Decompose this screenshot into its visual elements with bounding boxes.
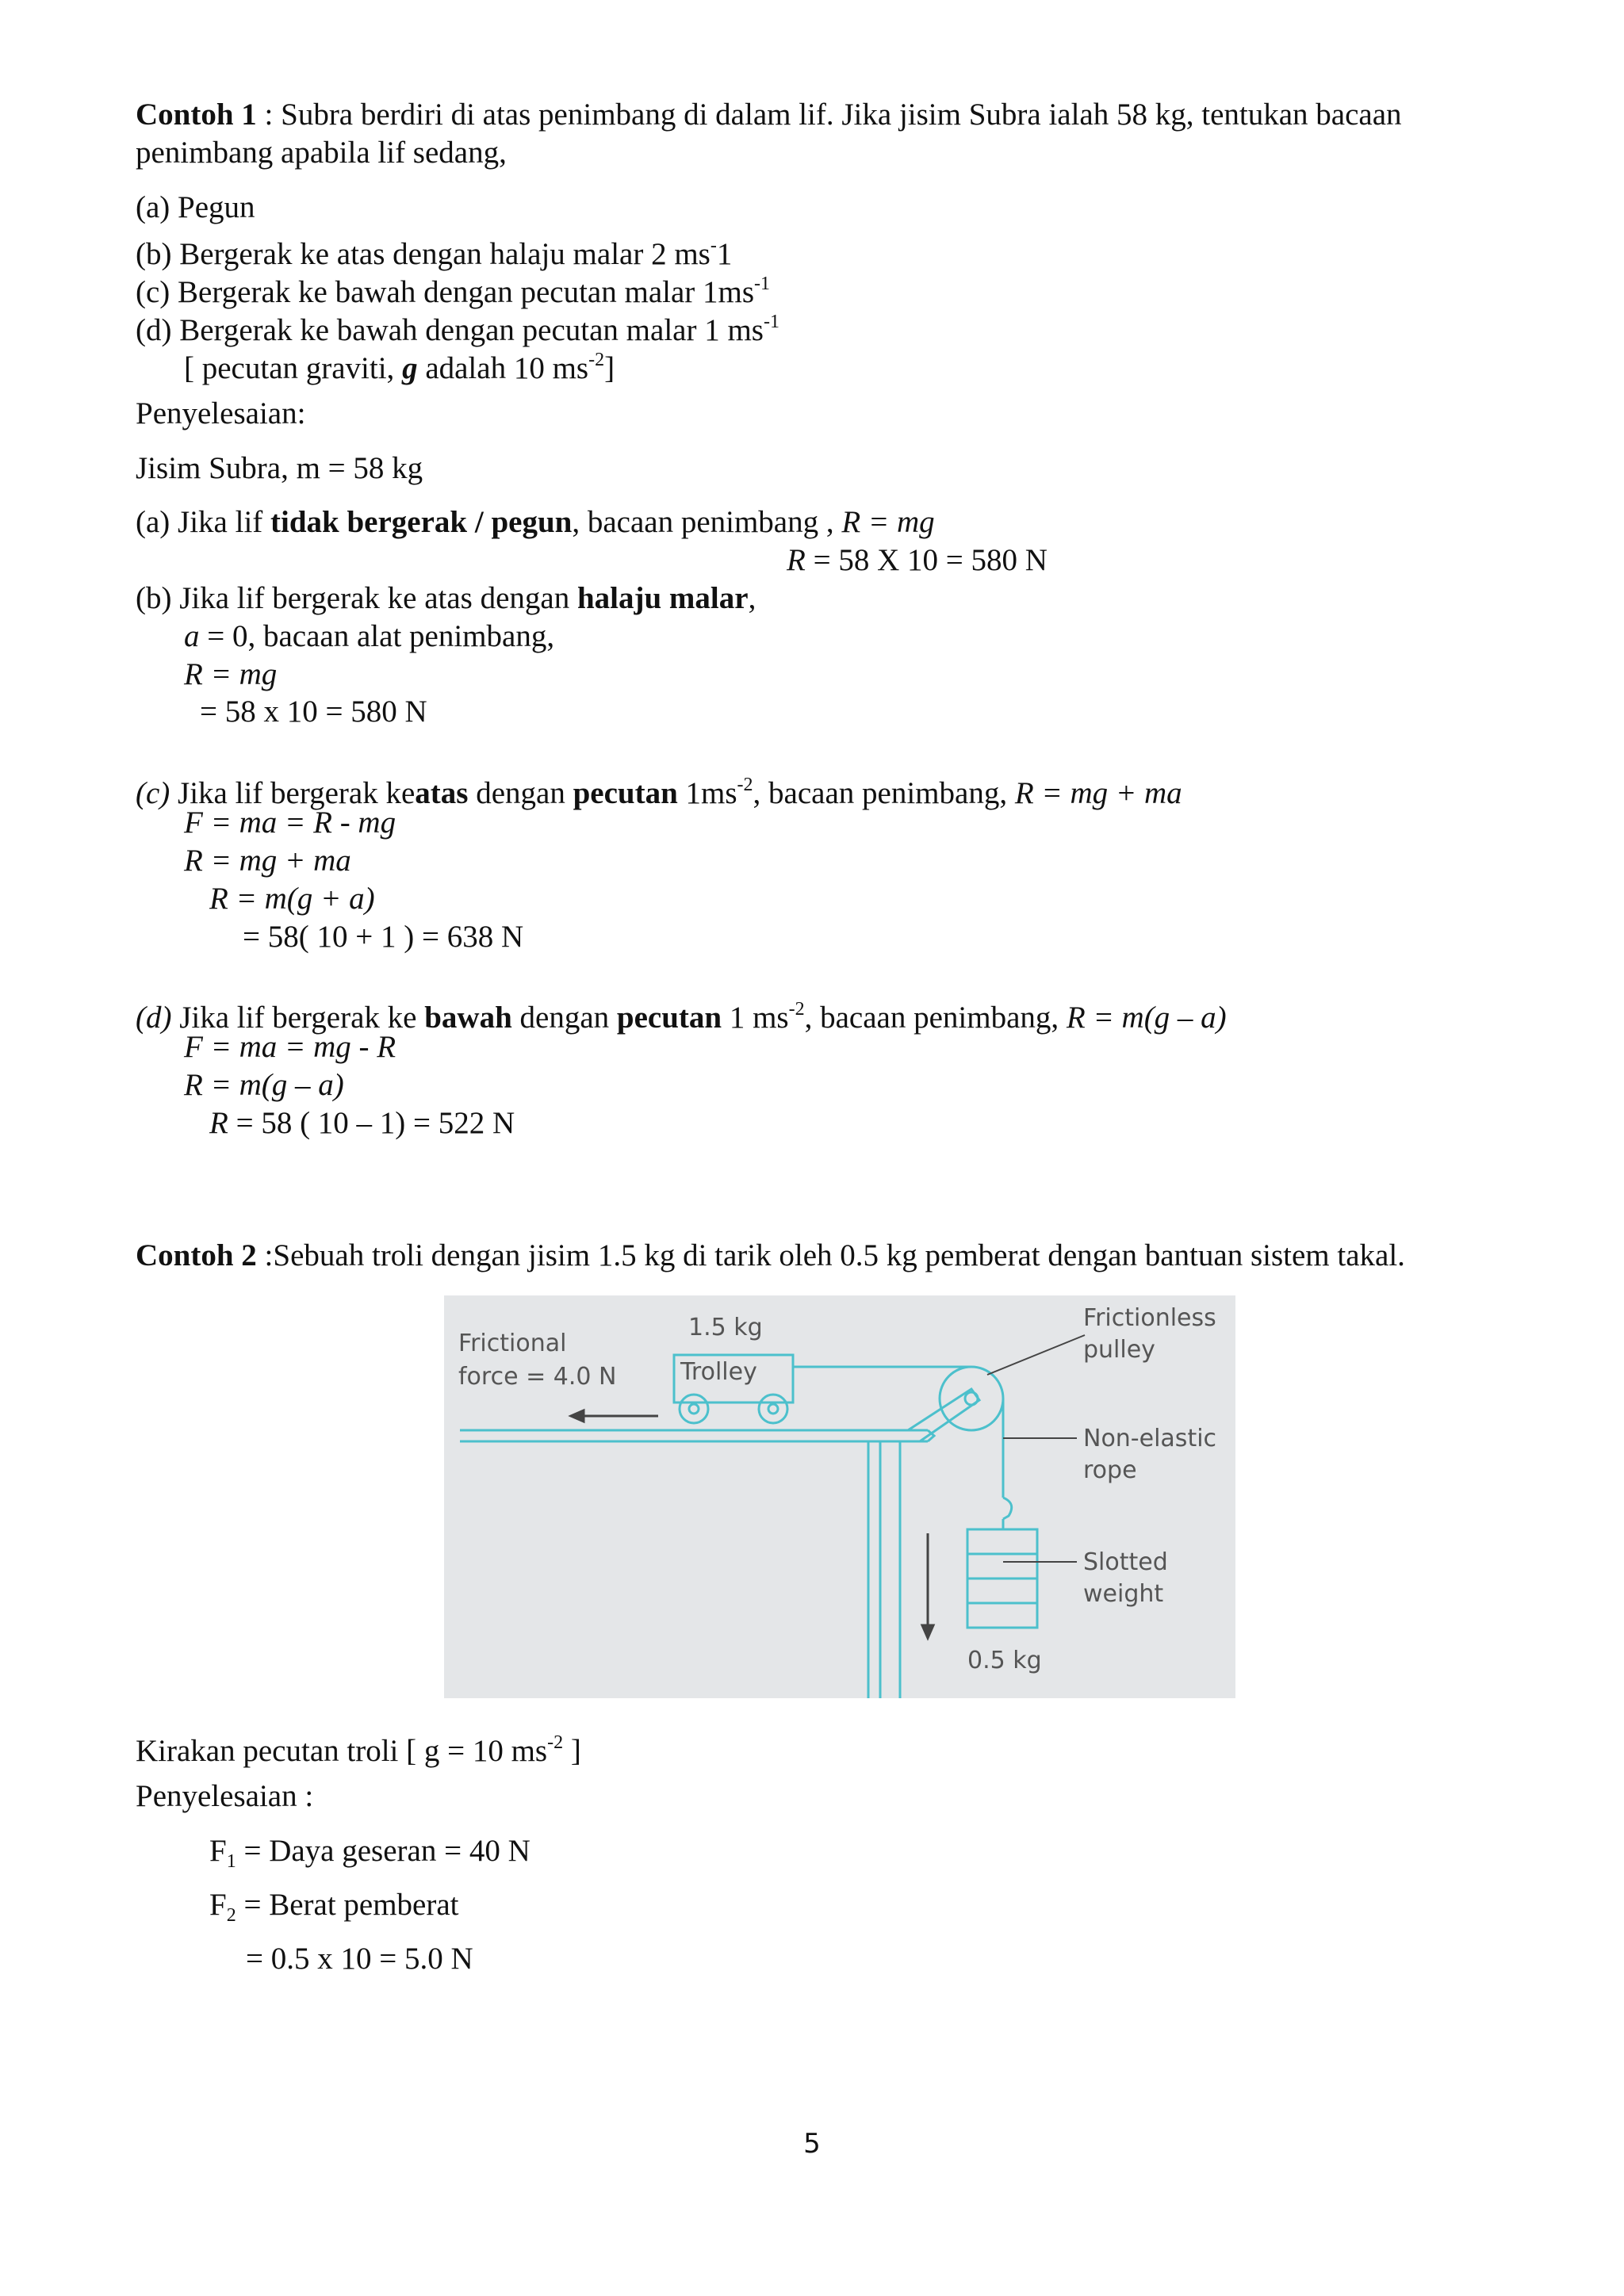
ex2-solution-label: Penyelesaian : (136, 1779, 314, 1813)
ex1-part-b-line3: R = mg (184, 657, 278, 691)
label-frictional: Frictional (458, 1330, 567, 1357)
label-frictionless: Frictionless (1083, 1304, 1216, 1332)
label-trolley: Trolley (680, 1358, 757, 1386)
ex1-part-d-line4: R = 58 ( 10 – 1) = 522 N (209, 1106, 515, 1140)
ex1-intro-line2: penimbang apabila lif sedang, (136, 136, 507, 170)
label-weight-mass: 0.5 kg (967, 1647, 1042, 1674)
ex1-mass-line: Jisim Subra, m = 58 kg (136, 451, 423, 485)
ex1-part-c-line5: = 58( 10 + 1 ) = 638 N (243, 920, 524, 954)
ex2-intro: Contoh 2 :Sebuah troli dengan jisim 1.5 kg di tarik oleh 0.5 kg pemberat dengan bantuan sistem takal. (136, 1238, 1405, 1272)
ex1-intro-line1: Contoh 1 : Subra berdiri di atas penimbang di dalam lif. Jika jisim Subra ialah 58 kg, tentukan bacaan (136, 98, 1402, 132)
ex2-question: Kirakan pecutan troli [ g = 10 $ms^{-2}$ ] (136, 1732, 581, 1768)
ex2-title: Contoh 2 (136, 1238, 257, 1272)
ex1-gravity-note: [ pecutan graviti, g adalah 10 $ms^{-2}$] (184, 350, 615, 385)
ex2-f1-line: $F_1$ = Daya geseran = 40 N (209, 1834, 530, 1872)
page-number: 5 (803, 2128, 821, 2160)
label-pulley: pulley (1083, 1336, 1155, 1364)
ex2-f2-result: = 0.5 x 10 = 5.0 N (246, 1942, 473, 1976)
ex1-part-d-line3: R = m(g – a) (184, 1068, 344, 1102)
ex1-part-b: (b) Jika lif bergerak ke atas dengan halaju malar, (136, 581, 756, 615)
ex1-part-c-line2: F = ma = R - mg (184, 806, 396, 840)
ex1-part-c-line3: R = mg + ma (184, 844, 351, 878)
label-slotted: Slotted (1083, 1548, 1168, 1576)
label-rope: rope (1083, 1456, 1137, 1484)
ex1-option-b: (b) Bergerak ke atas dengan halaju malar 2 ms-1 (136, 235, 733, 271)
ex1-option-d: (d) Bergerak ke bawah dengan pecutan malar 1 $ms^{-1}$ (136, 312, 779, 347)
ex1-part-a-result: R = 58 X 10 = 580 N (787, 543, 1048, 577)
ex1-part-c-line4: R = m(g + a) (209, 882, 375, 916)
ex1-part-b-line2: a = 0, bacaan alat penimbang, (184, 619, 555, 653)
ex1-part-b-line4: = 58 x 10 = 580 N (200, 695, 427, 729)
label-frictional-force: force = 4.0 N (458, 1363, 617, 1391)
ex1-title: Contoh 1 (136, 98, 257, 132)
label-non-elastic: Non-elastic (1083, 1425, 1217, 1452)
ex1-option-a: (a) Pegun (136, 190, 255, 224)
label-trolley-mass: 1.5 kg (688, 1314, 763, 1341)
ex1-part-d-line2: F = ma = mg - R (184, 1030, 396, 1064)
ex1-solution-label: Penyelesaian: (136, 396, 306, 430)
trolley-pulley-diagram (444, 1295, 1235, 1698)
ex1-part-a: (a) Jika lif tidak bergerak / pegun, bacaan penimbang , R = mg (136, 505, 935, 539)
ex2-f2-line: $F_2$ = Berat pemberat (209, 1888, 459, 1926)
ex1-part-d: (d) Jika lif bergerak ke bawah dengan pecutan 1 $ms^{-2}$, bacaan penimbang, R = m(g – a) (136, 999, 1227, 1035)
ex1-part-c: (c) Jika lif bergerak keatas dengan pecutan $1ms^{-2}$, bacaan penimbang, R = mg + ma (136, 775, 1182, 810)
label-weight: weight (1083, 1580, 1164, 1608)
ex1-option-c: (c) Bergerak ke bawah dengan pecutan malar $1ms^{-1}$ (136, 274, 771, 309)
